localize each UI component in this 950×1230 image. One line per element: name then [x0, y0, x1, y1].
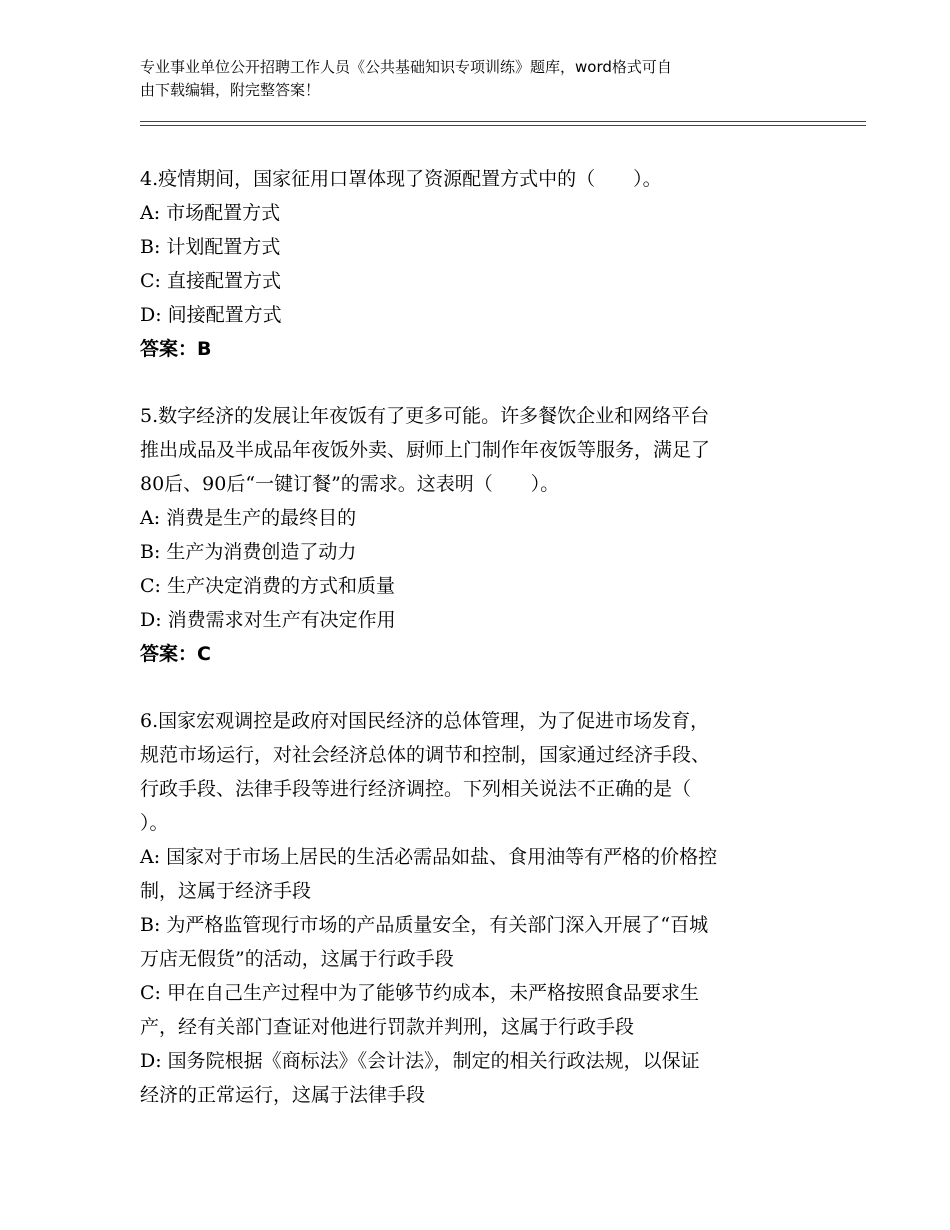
question-4-answer: 答案：B	[140, 338, 212, 360]
question-list	[140, 162, 820, 1112]
question-6-stem-line-4: ）。	[140, 812, 169, 834]
question-4-option-c: C: 直接配置方式	[140, 270, 281, 292]
question-5-stem-line-1: 5.数字经济的发展让年夜饭有了更多可能。许多餐饮企业和网络平台	[140, 405, 710, 427]
question-4-stem-line-1: 4.疫情期间，国家征用口罩体现了资源配置方式中的（ ）。	[140, 168, 662, 190]
question-6-option-b-line-1: B: 为严格监管现行市场的产品质量安全，有关部门深入开展了“百城	[140, 914, 709, 936]
question-6-option-d-line-2: 经济的正常运行，这属于法律手段	[140, 1084, 426, 1106]
question-5-stem-line-2: 推出成品及半成品年夜饭外卖、厨师上门制作年夜饭等服务，满足了	[140, 439, 711, 461]
question-6-option-c-line-2: 产，经有关部门查证对他进行罚款并判刑，这属于行政手段	[140, 1016, 635, 1038]
document-header	[140, 56, 820, 102]
header-divider-top	[140, 121, 866, 122]
question-6-stem-line-2: 规范市场运行，对社会经济总体的调节和控制，国家通过经济手段、	[140, 744, 711, 766]
question-5-option-b: B: 生产为消费创造了动力	[140, 541, 357, 563]
question-6-option-c-line-1: C: 甲在自己生产过程中为了能够节约成本，未严格按照食品要求生	[140, 982, 699, 1004]
question-5-answer: 答案：C	[140, 643, 211, 665]
question-6-option-b-line-2: 万店无假货”的活动，这属于行政手段	[140, 948, 454, 970]
question-gap	[140, 671, 820, 704]
question-5-option-a: A: 消费是生产的最终目的	[140, 507, 357, 529]
question-6-stem-line-3: 行政手段、法律手段等进行经济调控。下列相关说法不正确的是（	[140, 778, 692, 800]
question-6-option-d-line-1: D: 国务院根据《商标法》《会计法》，制定的相关行政法规，以保证	[140, 1050, 700, 1072]
question-4-option-d: D: 间接配置方式	[140, 304, 282, 326]
question-6-option-a-line-1: A: 国家对于市场上居民的生活必需品如盐、食用油等有严格的价格控	[140, 846, 718, 868]
question-4-option-a: A: 市场配置方式	[140, 202, 281, 224]
question-5-stem-line-3: 80后、90后“一键订餐”的需求。这表明（ ）。	[140, 473, 560, 495]
question-5-option-c: C: 生产决定消费的方式和质量	[140, 575, 395, 597]
question-gap	[140, 366, 820, 399]
header-line-2: 由下载编辑，附完整答案！	[140, 81, 321, 99]
question-4-option-b: B: 计划配置方式	[140, 236, 281, 258]
question-5-option-d: D: 消费需求对生产有决定作用	[140, 609, 396, 631]
header-line-1: 专业事业单位公开招聘工作人员《公共基础知识专项训练》题库，word格式可自	[140, 58, 672, 76]
question-6-option-a-line-2: 制，这属于经济手段	[140, 880, 312, 902]
header-divider-bottom	[140, 125, 866, 126]
question-6-stem-line-1: 6.国家宏观调控是政府对国民经济的总体管理，为了促进市场发育，	[140, 710, 710, 732]
